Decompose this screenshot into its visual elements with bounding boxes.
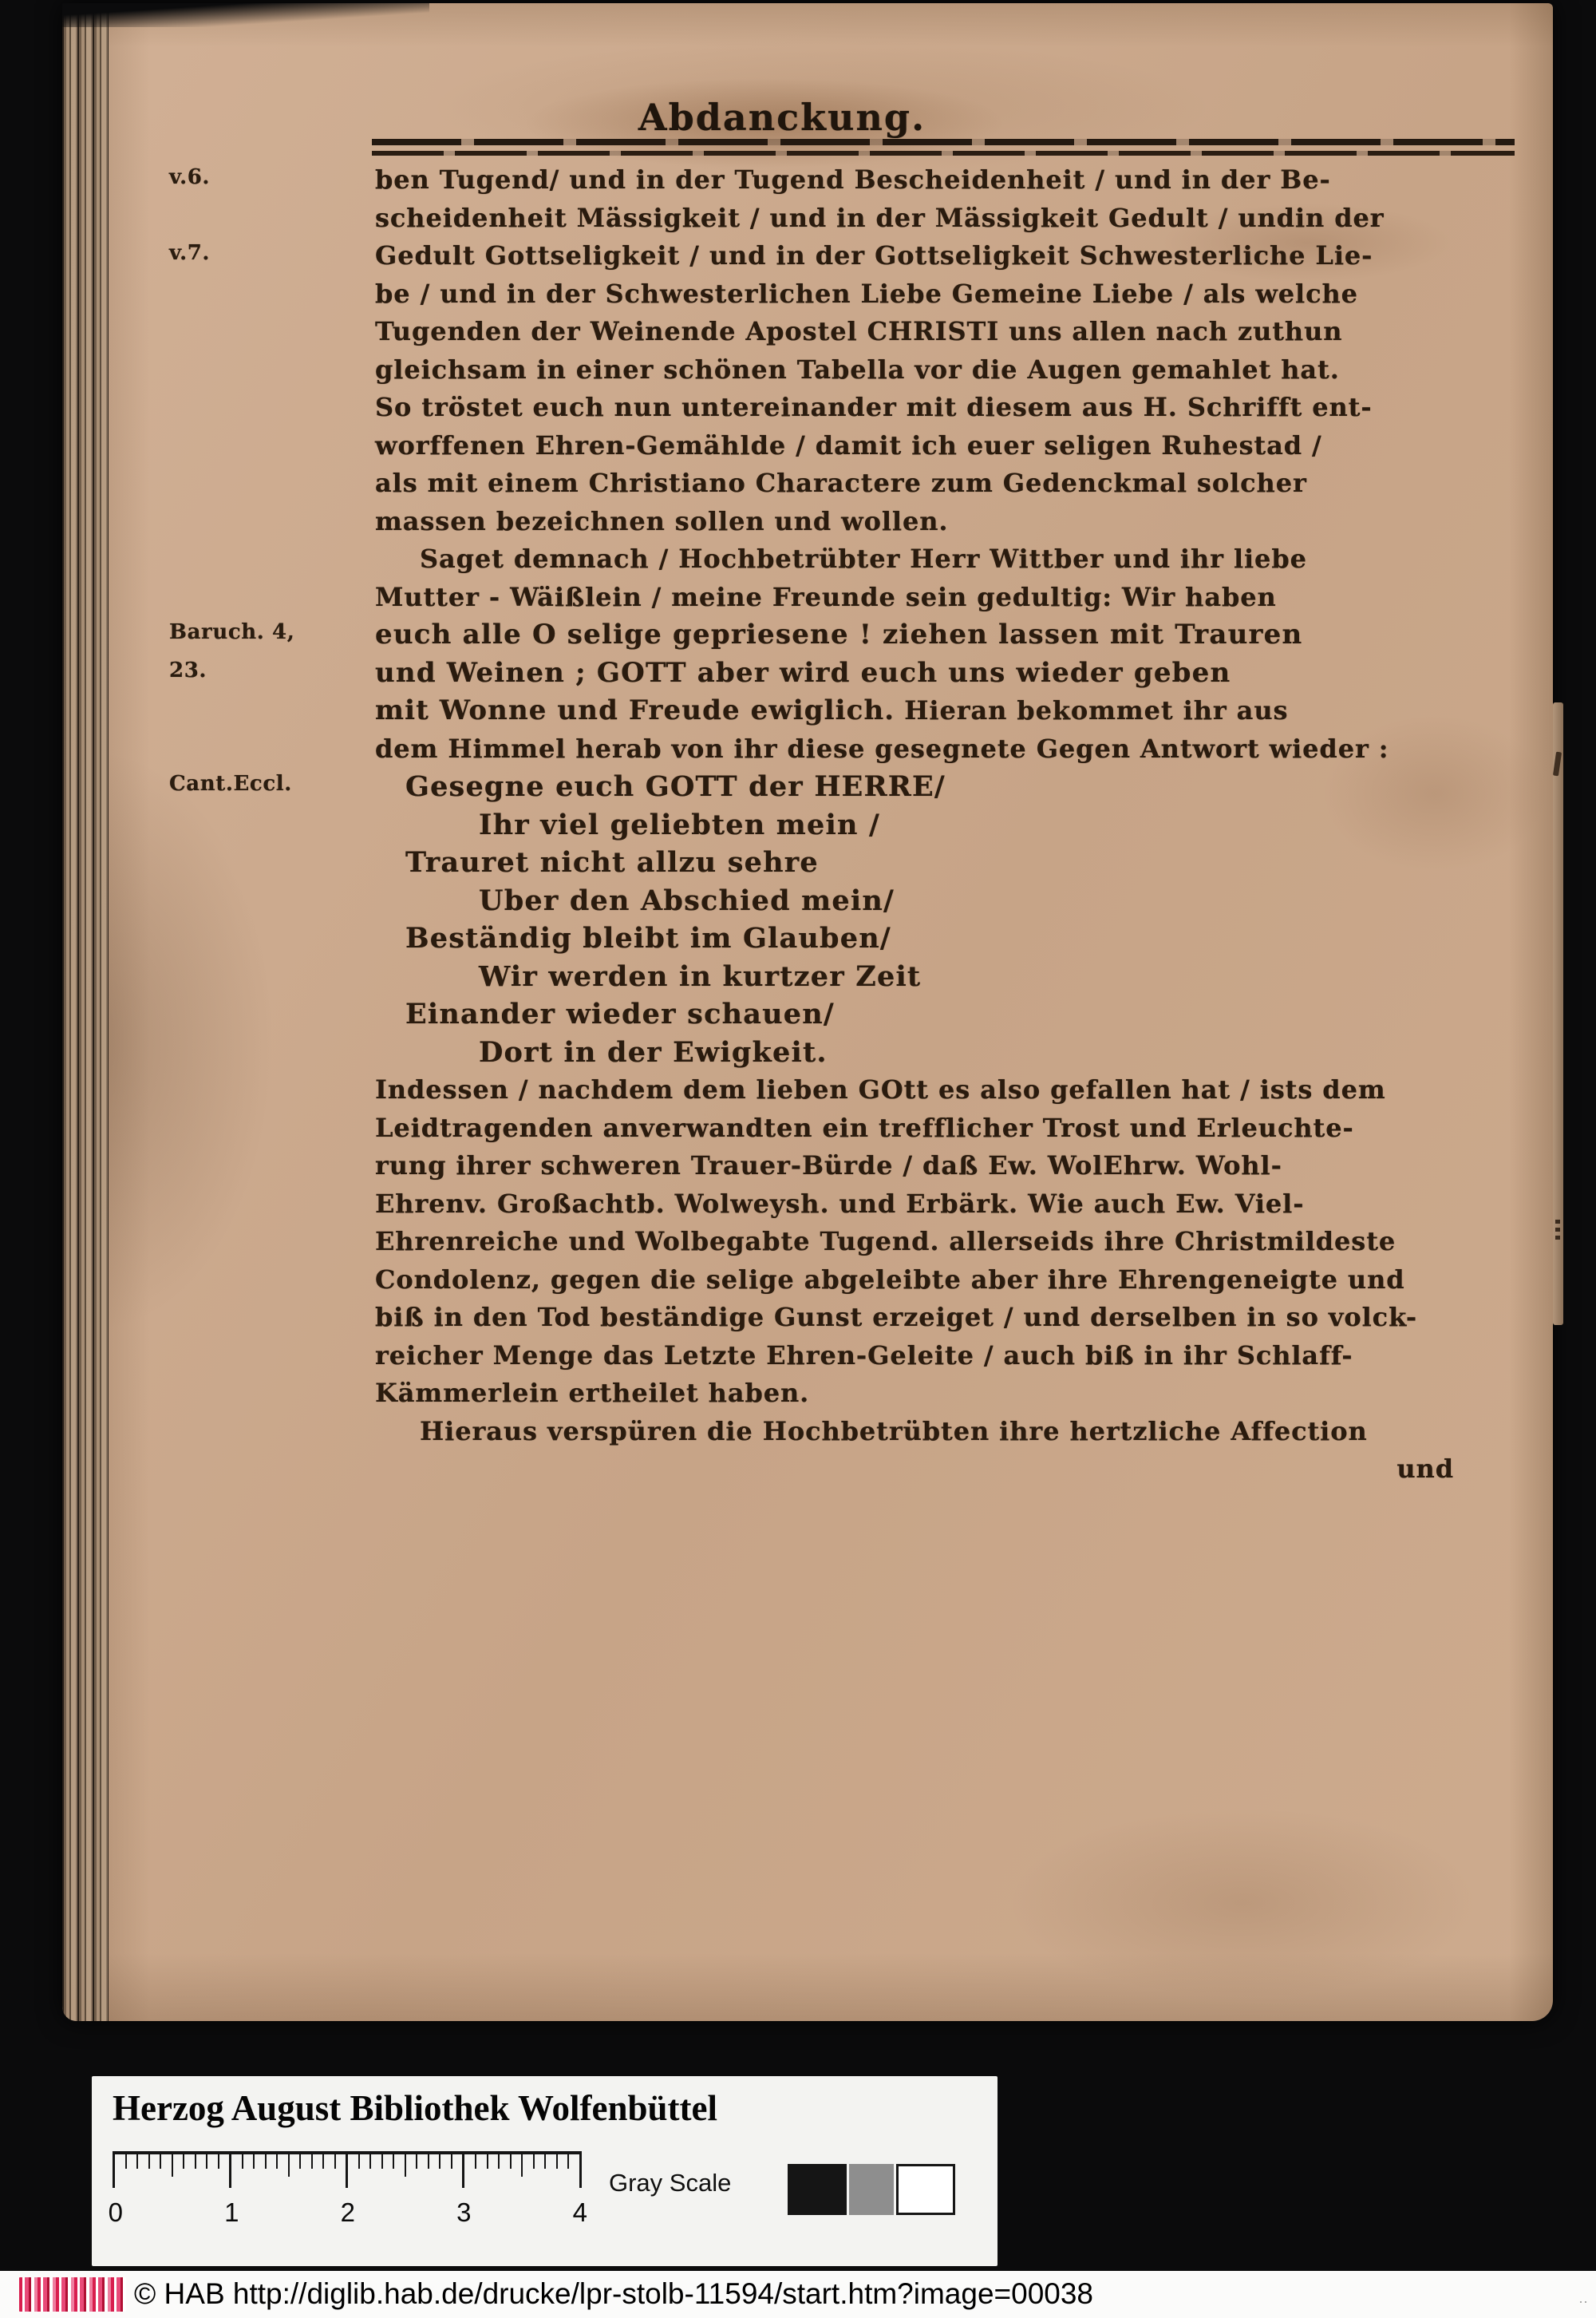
ruler-tick <box>475 2154 476 2169</box>
gray-scale-label: Gray Scale <box>609 2169 732 2197</box>
text-line: Ehrenv. Großachtb. Wolweysh. und Erbärk. Wie auch Ew. Viel- <box>375 1188 1305 1219</box>
text-line: Einander wieder schauen/ <box>405 998 835 1030</box>
copyright-url: © HAB http://diglib.hab.de/drucke/lpr-stolb-11594/start.htm?image=00038 <box>134 2277 1094 2310</box>
ruler-number: 2 <box>340 2197 356 2227</box>
ruler-tick <box>544 2154 546 2169</box>
ruler-tick <box>416 2154 417 2169</box>
text-line: reicher Menge das Letzte Ehren-Geleite / auch biß in ihr Schlaff- <box>375 1339 1353 1371</box>
ruler-tick <box>462 2154 464 2188</box>
book-page-scan <box>62 3 1553 2021</box>
ruler-tick <box>556 2154 558 2169</box>
text-line: Saget demnach / Hochbetrübter Herr Wittber und ihr liebe <box>420 544 1307 574</box>
gray-scale-patches <box>788 2164 955 2217</box>
ruler-tick <box>369 2154 371 2169</box>
text-line: Mutter - Wäißlein / meine Freunde sein gedultig: Wir haben <box>375 581 1277 612</box>
ruler-tick <box>521 2154 523 2177</box>
ruler-ticks <box>113 2151 582 2189</box>
ruler-tick <box>288 2154 290 2177</box>
library-name: Herzog August Bibliothek Wolfenbüttel <box>113 2088 717 2128</box>
text-line: Condolenz, gegen die selige abgeleibte aber ihre Ehrengeneigte und <box>375 1264 1405 1295</box>
text-line: gleichsam in einer schönen Tabella vor die Augen gemahlet hat. <box>375 354 1340 385</box>
text-line: rung ihrer schweren Trauer-Bürde / daß Ew. WolEhrw. Wohl- <box>375 1150 1282 1181</box>
header-rule-top <box>372 139 1515 145</box>
ruler-tick <box>487 2154 488 2169</box>
color-calibration-strip-icon <box>19 2277 126 2312</box>
ruler-tick <box>358 2154 360 2169</box>
ruler-tick <box>276 2154 278 2169</box>
text-line: Leidtragenden anverwandten ein trefflicher Trost und Erleuchte- <box>375 1112 1354 1143</box>
ruler-numbers <box>108 2197 588 2231</box>
ruler-number: 0 <box>108 2197 124 2227</box>
margin-note: v.6. <box>169 165 211 189</box>
ruler-tick <box>439 2154 440 2169</box>
text-line: scheidenheit Mässigkeit / und in der Mässigkeit Gedult / undin der <box>375 202 1385 233</box>
ruler-tick <box>183 2154 184 2169</box>
scan-corner-shadow <box>62 3 429 27</box>
margin-note: v.7. <box>169 241 211 265</box>
text-line: Kämmerlein ertheilet haben. <box>375 1378 810 1408</box>
text-line: dem Himmel herab von ihr diese gesegnete Gegen Antwort wieder : <box>375 733 1389 764</box>
text-line: be / und in der Schwesterlichen Liebe Gemeine Liebe / als welche <box>375 278 1358 309</box>
text-line: Beständig bleibt im Glauben/ <box>405 922 891 955</box>
ruler-tick <box>148 2154 150 2169</box>
text-line: v.7. Gedult Gottseligkeit / und in der Gottseligkeit Schwesterliche Lie- <box>169 240 1373 271</box>
ruler-tick <box>299 2154 301 2169</box>
ruler-tick <box>229 2154 231 2188</box>
text-line: Wir werden in kurtzer Zeit <box>479 959 922 993</box>
text-line: und <box>1396 1454 1454 1484</box>
ruler-tick <box>510 2154 512 2169</box>
text-line: Baruch. 4, euch alle O selige gepriesene ! ziehen lassen mit Trauren <box>169 619 1303 651</box>
ruler-number: 1 <box>224 2197 239 2227</box>
page-header-title: Abdanckung. <box>638 96 926 139</box>
ruler-tick <box>579 2154 582 2188</box>
ruler-tick <box>334 2154 336 2169</box>
ruler-tick <box>533 2154 535 2169</box>
text-line: Dort in der Ewigkeit. <box>479 1035 828 1069</box>
fore-edge <box>1553 702 1563 1325</box>
text-line: Trauret nicht allzu sehre <box>405 846 819 879</box>
ruler-tick <box>113 2154 115 2188</box>
ruler-tick <box>125 2154 127 2169</box>
text-line: Hieraus verspüren die Hochbetrübten ihre hertzliche Affection <box>420 1415 1368 1446</box>
ruler-tick <box>206 2154 207 2169</box>
text-line: Tugenden der Weinende Apostel CHRISTI uns allen nach zuthun <box>375 316 1343 346</box>
ruler-tick <box>346 2154 348 2188</box>
ruler-number: 4 <box>572 2197 588 2227</box>
header-rule <box>372 139 1515 156</box>
bottom-bar <box>0 2271 1596 2318</box>
margin-note: 23. <box>169 658 207 682</box>
ruler-tick <box>393 2154 394 2169</box>
ruler-tick <box>451 2154 452 2169</box>
ruler-tick <box>160 2154 161 2169</box>
text-line: Cant.Eccl. Gesegne euch GOTT der HERRE/ <box>169 770 946 803</box>
ruler-tick <box>567 2154 569 2169</box>
ruler-tick <box>428 2154 429 2169</box>
edge-dust-mark: ·· <box>1578 2293 1588 2309</box>
ruler-tick <box>195 2154 196 2169</box>
ruler-tick <box>172 2154 173 2177</box>
ruler-tick <box>253 2154 255 2169</box>
ruler-number: 3 <box>456 2197 472 2227</box>
gray-scale-patch <box>896 2164 955 2215</box>
text-line: biß in den Tod beständige Gunst erzeiget / und derselben in so volck- <box>375 1302 1418 1332</box>
ruler-tick <box>242 2154 243 2169</box>
ruler-tick <box>311 2154 313 2169</box>
text-line: als mit einem Christiano Charactere zum Gedenckmal solcher <box>375 468 1307 498</box>
fore-edge-mark <box>1553 752 1562 777</box>
margin-note: Baruch. 4, <box>169 620 295 644</box>
text-line: Ehrenreiche und Wolbegabte Tugend. allerseids ihre Christmildeste <box>375 1226 1396 1256</box>
ruler-tick <box>322 2154 324 2169</box>
text-line: 23. und Weinen ; GOTT aber wird euch uns wieder geben <box>169 656 1231 689</box>
text-line: mit Wonne und Freude ewiglich. Hieran bekommet ihr aus <box>375 694 1289 726</box>
text-line: Ihr viel geliebten mein / <box>479 808 880 841</box>
text-line: Uber den Abschied mein/ <box>479 884 895 917</box>
text-line: Indessen / nachdem dem lieben GOtt es also gefallen hat / ists dem <box>375 1074 1386 1105</box>
gray-scale-patch <box>849 2164 894 2215</box>
ruler-tick <box>405 2154 406 2177</box>
info-card <box>92 2076 998 2266</box>
ruler-tick <box>381 2154 383 2169</box>
text-line: So tröstet euch nun untereinander mit diesem aus H. Schrifft ent- <box>375 392 1373 422</box>
ruler-tick <box>498 2154 500 2169</box>
fore-edge-mark <box>1555 1220 1560 1240</box>
margin-note: Cant.Eccl. <box>169 772 292 796</box>
ruler-tick <box>136 2154 138 2169</box>
gray-scale-patch <box>788 2164 847 2215</box>
text-line: v.6. ben Tugend/ und in der Tugend Bescheidenheit / und in der Be- <box>169 164 1331 195</box>
text-line: massen bezeichnen sollen und wollen. <box>375 505 949 536</box>
text-block <box>62 161 1534 1489</box>
text-line: worffenen Ehren-Gemählde / damit ich euer seligen Ruhestad / <box>375 429 1322 461</box>
ruler-tick <box>265 2154 267 2169</box>
header-rule-bottom <box>372 151 1515 156</box>
ruler-tick <box>218 2154 219 2169</box>
